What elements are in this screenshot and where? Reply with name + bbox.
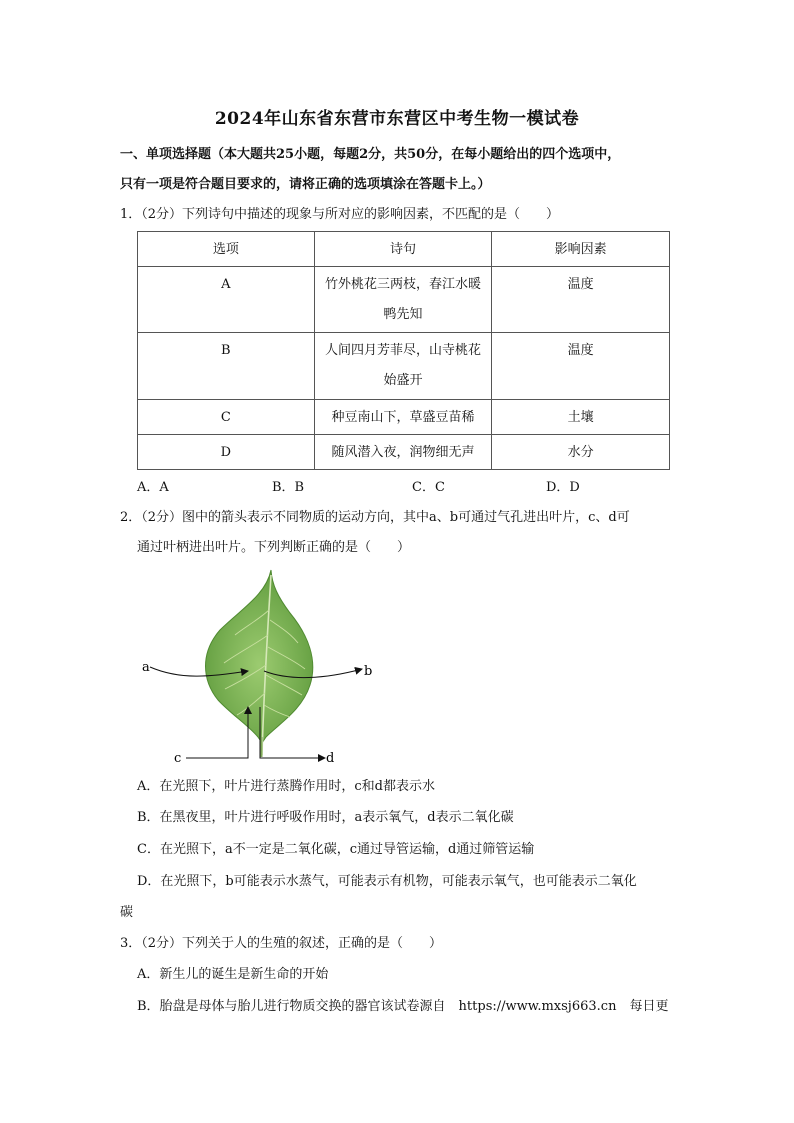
q2-choice-a: A．在光照下，叶片进行蒸腾作用时，c和d都表示水 — [137, 779, 435, 794]
q1-row-c-poem: 种豆南山下，草盛豆苗稀 — [314, 400, 492, 435]
exam-title: 2024年山东省东营市东营区中考生物一模试卷 — [214, 109, 580, 129]
q1-row-d-poem: 随风潜入夜，润物细无声 — [314, 435, 492, 470]
label-b: b — [364, 664, 373, 679]
q3-choice-a: A．新生儿的诞生是新生命的开始 — [137, 967, 329, 982]
q1-row-a-factor: 温度 — [492, 267, 670, 333]
section-heading: 一、单项选择题（本大题共25小题，每题2分，共50分，在每小题给出的四个选项中， — [120, 147, 621, 162]
q1-choice-b: B．B — [272, 480, 305, 495]
q2-leaf-figure — [140, 565, 380, 775]
q1-row-c-option: C — [138, 400, 315, 435]
q1-choice-a: A．A — [137, 480, 169, 495]
q1-row-b-poem: 人间四月芳菲尽，山寺桃花 始盛开 — [314, 333, 492, 400]
q1-header-factor: 影响因素 — [492, 232, 670, 267]
q1-row-d-factor: 水分 — [492, 435, 670, 470]
q3-choice-b: B．胎盘是母体与胎儿进行物质交换的器官该试卷源自 https://www.mxsj663.cn 每日更 — [137, 999, 669, 1014]
q1-table-header-row — [138, 232, 670, 267]
q1-row-d-option: D — [138, 435, 315, 470]
label-a: a — [142, 660, 150, 675]
table-row — [138, 267, 670, 333]
table-row — [138, 333, 670, 400]
q1-stem: 1．（2分）下列诗句中描述的现象与所对应的影响因素，不匹配的是（ ） — [120, 207, 560, 222]
q2-choice-d: D．在光照下，b可能表示水蒸气，可能表示有机物，可能表示氧气，也可能表示二氧化 — [137, 874, 637, 889]
q1-header-option: 选项 — [138, 232, 315, 267]
q1-row-b-option: B — [138, 333, 315, 400]
q1-table — [137, 231, 670, 470]
q2-stem-line2: 通过叶柄进出叶片。下列判断正确的是（ ） — [137, 540, 411, 555]
q2-choice-d-line2: 碳 — [120, 905, 134, 920]
table-row — [138, 435, 670, 470]
q1-row-a-option: A — [138, 267, 315, 333]
q2-choice-b: B．在黑夜里，叶片进行呼吸作用时，a表示氧气，d表示二氧化碳 — [137, 810, 514, 825]
q2-stem: 2．（2分）图中的箭头表示不同物质的运动方向，其中a、b可通过气孔进出叶片，c、d可 — [120, 510, 630, 525]
q1-row-a-poem: 竹外桃花三两枝，春江水暖 鸭先知 — [314, 267, 492, 333]
leaf-diagram — [140, 565, 380, 775]
table-row — [138, 400, 670, 435]
q1-header-poem: 诗句 — [314, 232, 492, 267]
q1-choice-d: D．D — [546, 480, 580, 495]
section-heading-line2: 只有一项是符合题目要求的，请将正确的选项填涂在答题卡上。） — [120, 177, 491, 192]
q3-stem: 3．（2分）下列关于人的生殖的叙述，正确的是（ ） — [120, 936, 443, 951]
q1-choice-c: C．C — [412, 480, 445, 495]
q1-row-c-factor: 土壤 — [492, 400, 670, 435]
q1-row-b-factor: 温度 — [492, 333, 670, 400]
label-c: c — [174, 751, 182, 766]
leaf-blade — [206, 570, 313, 743]
label-d: d — [326, 751, 335, 766]
q2-choice-c: C．在光照下，a不一定是二氧化碳，c通过导管运输，d通过筛管运输 — [137, 842, 535, 857]
